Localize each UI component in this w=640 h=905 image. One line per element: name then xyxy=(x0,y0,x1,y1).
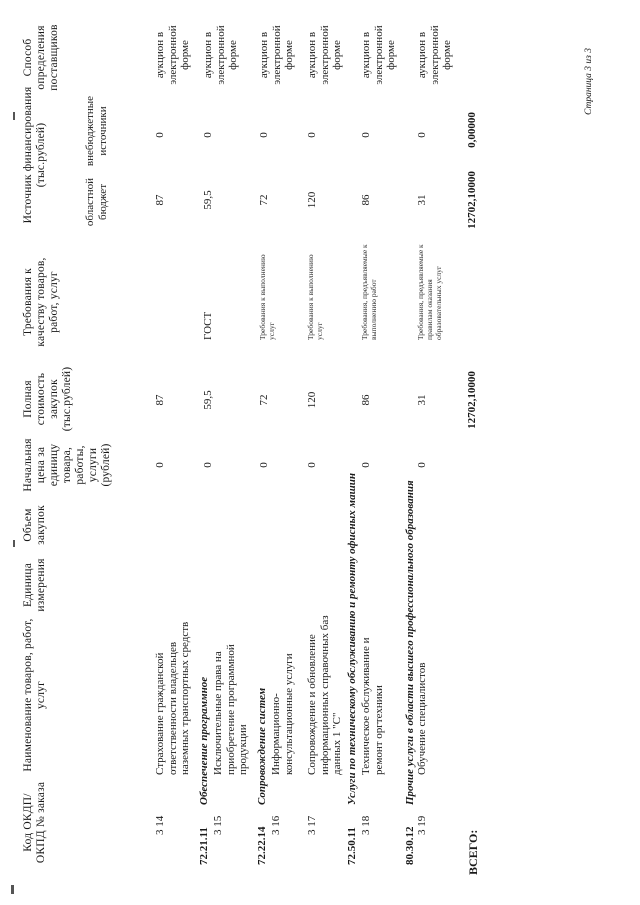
header-finance-regional: областной бюджет xyxy=(84,177,109,227)
row-price: 0 xyxy=(360,462,372,468)
row-code: 80.30.12 xyxy=(404,826,416,865)
row-extra: 0 xyxy=(360,132,372,138)
section-title: Услуги по техническому обслуживанию и ремонту офисных машин xyxy=(346,473,358,805)
header-method: Способ определения поставщиков xyxy=(22,24,60,91)
total-extra: 0,00000 xyxy=(466,112,478,148)
row-extra: 0 xyxy=(154,132,166,138)
row-extra: 0 xyxy=(416,132,428,138)
row-cost: 87 xyxy=(154,394,166,406)
header-volume: Объем закупок xyxy=(22,505,47,545)
row-name: Информационно-консультационные услуги xyxy=(270,653,295,775)
row-cost: 86 xyxy=(360,394,372,406)
row-code: 72.50.11 xyxy=(346,827,358,865)
row-name: Сопровождение и обновление информационных справочных баз данных 1 "С" xyxy=(306,615,343,775)
row-number: 3 16 xyxy=(270,815,282,835)
row-method: аукцион в электронной форме xyxy=(306,25,343,85)
row-cost: 72 xyxy=(258,394,270,406)
section-title: Прочие услуги в области высшего профессионального образования xyxy=(404,480,416,805)
row-method: аукцион в электронной форме xyxy=(202,25,239,85)
row-number: 3 19 xyxy=(416,815,428,835)
header-code: Код ОКДП/ ОКПД № заказа xyxy=(22,781,47,864)
row-method: аукцион в электронной форме xyxy=(154,25,191,85)
row-requirements: Требования, предъявляемые к выполнению работ xyxy=(360,244,378,340)
row-name: Техническое обслуживание и ремонт оргтехники xyxy=(360,637,385,775)
row-method: аукцион в электронной форме xyxy=(416,25,453,85)
row-code: 72.22.14 xyxy=(256,826,268,865)
total-cost: 12702,10000 xyxy=(466,371,478,429)
row-number: 3 17 xyxy=(306,815,318,835)
row-extra: 0 xyxy=(202,132,214,138)
row-cost: 120 xyxy=(306,391,318,409)
row-cost: 59,5 xyxy=(202,390,214,410)
page-number: Страница 3 из 3 xyxy=(584,48,594,115)
row-code: 72.21.11 xyxy=(198,827,210,865)
header-finance-extra: внебюджетные источники xyxy=(84,95,109,167)
row-name: Исключительные права на приобретение программной продукции xyxy=(212,644,249,775)
row-name: Страхование гражданской ответственности владельцев наземных транспортных средств xyxy=(154,621,191,775)
header-finance: Источник финансирования (тыс.рублей) xyxy=(22,86,47,224)
row-regional: 86 xyxy=(360,194,372,206)
row-regional: 31 xyxy=(416,194,428,206)
row-extra: 0 xyxy=(258,132,270,138)
row-name: Обучение специалистов xyxy=(416,662,428,775)
row-regional: 87 xyxy=(154,194,166,206)
row-regional: 72 xyxy=(258,194,270,206)
row-requirements: Требования к выполнению услуг xyxy=(306,254,324,340)
section-title: Обеспечение программное xyxy=(198,676,210,805)
header-requirements: Требования к качеству товаров, работ, услуг xyxy=(22,257,60,347)
row-requirements: ГОСТ xyxy=(202,311,214,340)
row-number: 3 18 xyxy=(360,815,372,835)
section-title: Сопровождение систем xyxy=(256,687,268,805)
total-label: ВСЕГО: xyxy=(466,829,480,875)
header-name: Наименование товаров, работ, услуг xyxy=(22,618,47,772)
row-regional: 59,5 xyxy=(202,190,214,210)
total-regional: 12702,10000 xyxy=(466,171,478,229)
row-method: аукцион в электронной форме xyxy=(360,25,397,85)
row-price: 0 xyxy=(154,462,166,468)
row-requirements: Требования, предъявляемые к правилам оказания образовательных услуг xyxy=(416,244,443,340)
row-method: аукцион в электронной форме xyxy=(258,25,295,85)
row-price: 0 xyxy=(306,462,318,468)
row-number: 3 14 xyxy=(154,815,166,835)
row-requirements: Требования к выполнению услуг xyxy=(258,254,276,340)
header-full-cost: Полная стоимость закупок (тыс.рублей) xyxy=(22,366,73,432)
row-cost: 31 xyxy=(416,394,428,406)
header-unit: Единица измерения xyxy=(22,558,47,612)
row-price: 0 xyxy=(202,462,214,468)
row-price: 0 xyxy=(416,462,428,468)
row-extra: 0 xyxy=(306,132,318,138)
header-start-price: Начальная цена за единицу товара, работы, услуги (рублей) xyxy=(22,438,112,492)
row-price: 0 xyxy=(258,462,270,468)
row-number: 3 15 xyxy=(212,815,224,835)
row-regional: 120 xyxy=(306,191,318,209)
